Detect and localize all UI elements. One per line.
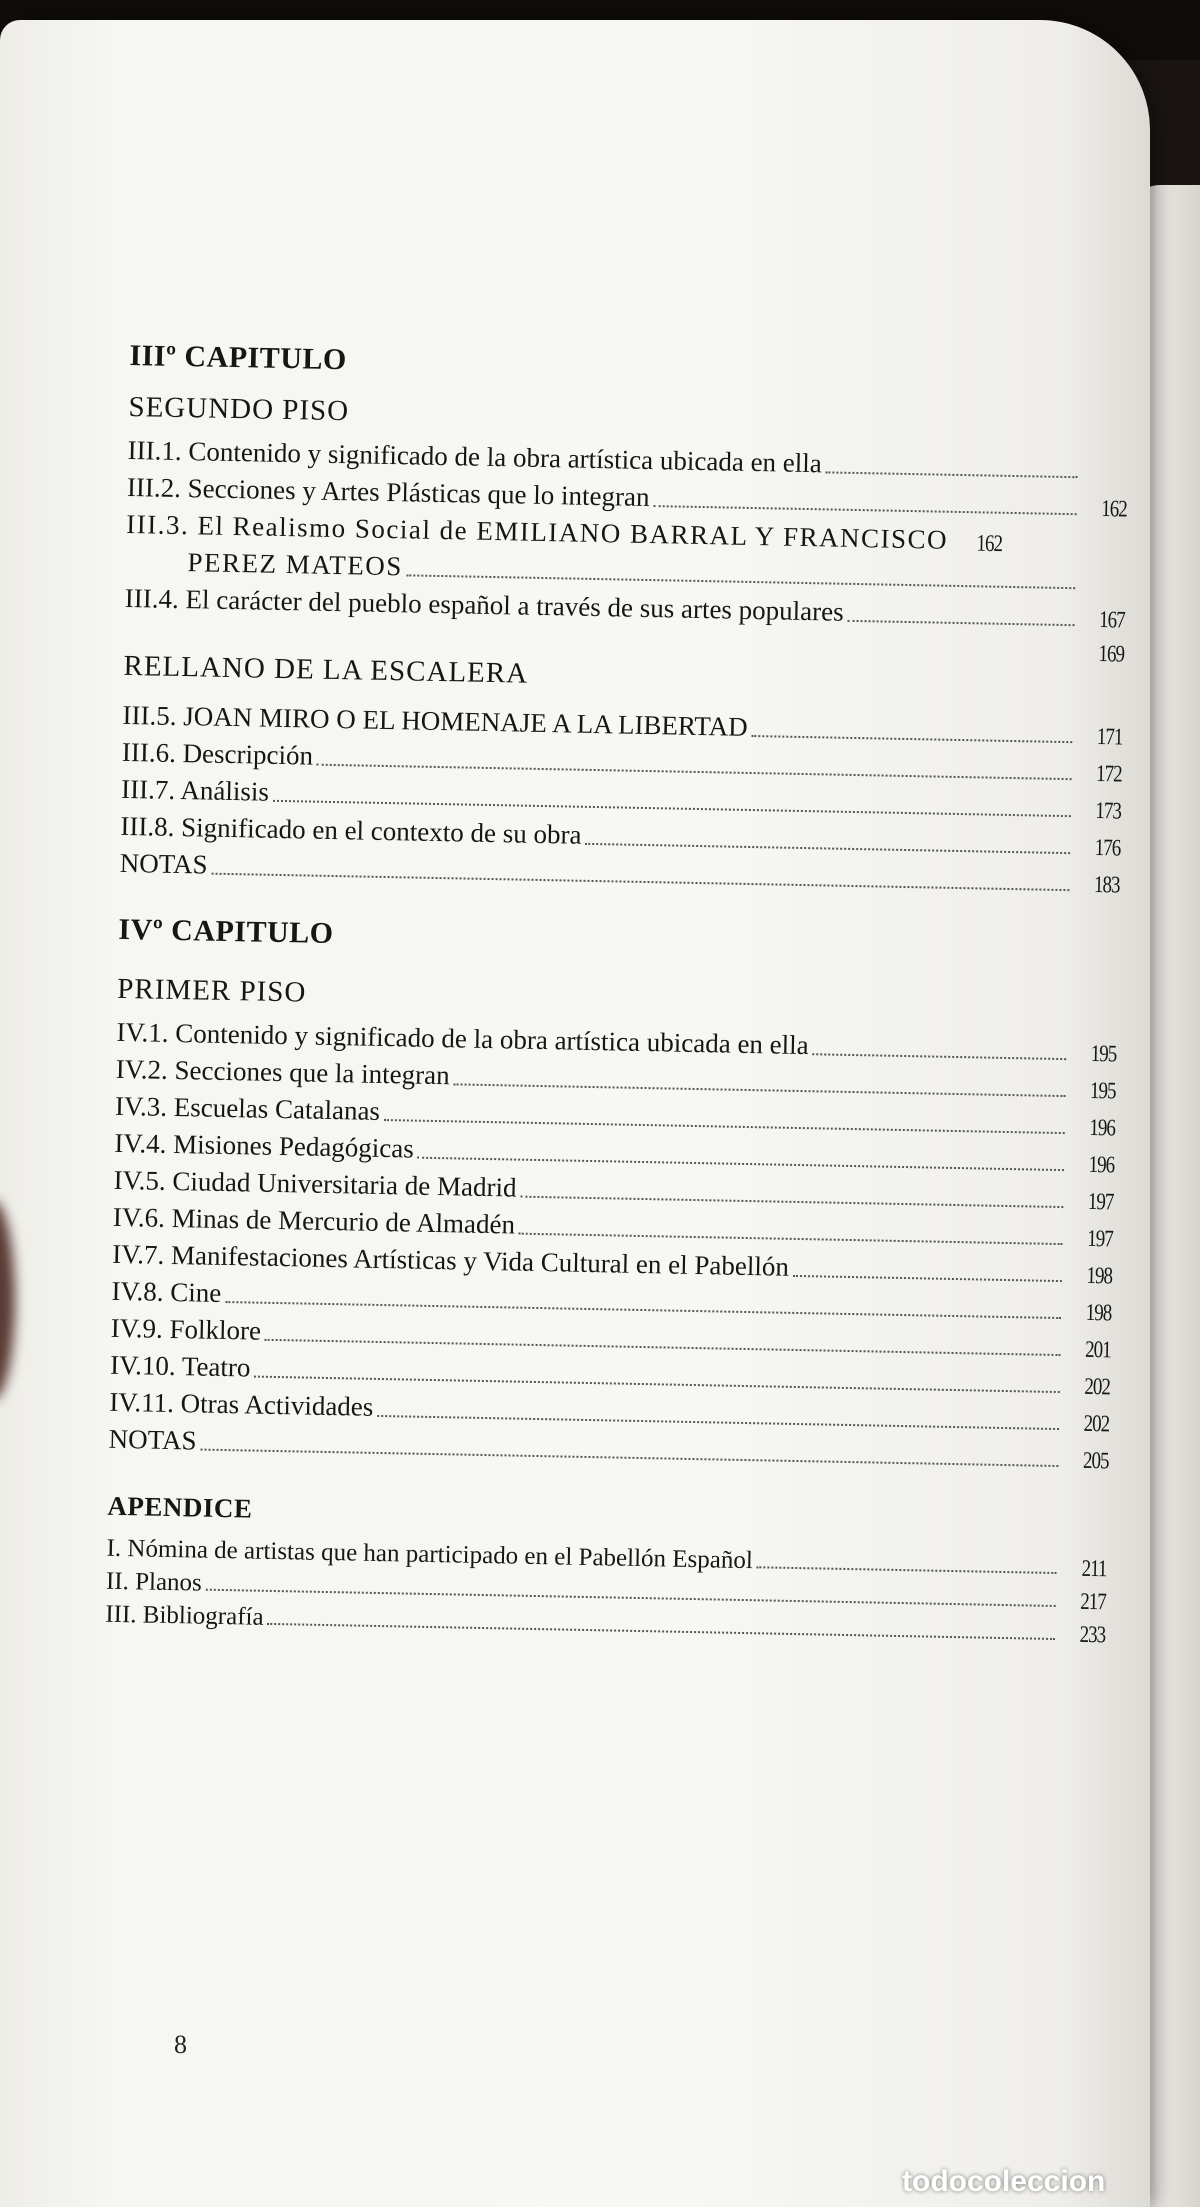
section-heading: PRIMER PISO (117, 972, 307, 1009)
leader-dots (585, 843, 1070, 854)
toc-entry-label: IV.6. Minas de Mercurio de Almadén (112, 1201, 516, 1240)
toc-entry-label: IV.9. Folklore (110, 1312, 262, 1346)
leader-dots (826, 471, 1078, 478)
toc-entry-label: III.6. Descripción (121, 736, 314, 771)
toc-entry-label: IV.5. Ciudad Universitaria de Madrid (113, 1164, 517, 1203)
toc-entry-label: IV.8. Cine (111, 1275, 222, 1308)
toc-entry-label: III.4. El carácter del pueblo español a través de sus artes populares (124, 582, 844, 627)
toc-entry-page: 169 (1098, 641, 1125, 668)
leader-dots (453, 1083, 1065, 1097)
toc-entry-label: I. Nómina de artistas que han participado en el Pabellón Español (106, 1534, 754, 1575)
toc-entry-page: 233 (1079, 1621, 1106, 1649)
section-heading: RELLANO DE LA ESCALERA (123, 649, 529, 690)
toc-entry-page: 167 (1098, 607, 1125, 634)
toc-entry-label: NOTAS (119, 847, 208, 880)
toc-entry-page: 197 (1087, 1188, 1114, 1216)
watermark-text: todocoleccion (902, 2165, 1106, 2198)
section-heading: SEGUNDO PISO (128, 390, 350, 428)
leader-dots (793, 1275, 1062, 1282)
toc-entry-page: 195 (1089, 1077, 1116, 1105)
toc-entry-page: 173 (1095, 798, 1122, 825)
toc-entry-page: 202 (1083, 1410, 1110, 1438)
toc-entry-label: III.2. Secciones y Artes Plásticas que lo integran (126, 471, 650, 513)
toc-entry-label: III.1. Contenido y significado de la obra artística ubicada en ella (127, 434, 823, 479)
leader-dots (519, 1233, 1063, 1245)
toc-entry-label: II. Planos (105, 1567, 203, 1597)
leader-dots (751, 735, 1072, 743)
toc-entry-label: III. Bibliografía (105, 1600, 264, 1631)
toc-entry-page: 197 (1086, 1225, 1113, 1253)
toc-entry-page: 176 (1094, 834, 1121, 862)
toc-entry-page: 196 (1089, 1114, 1116, 1142)
appendix-heading: APENDICE (107, 1490, 253, 1524)
toc-entry-label: IV.3. Escuelas Catalanas (114, 1090, 381, 1126)
chapter-heading: IIIº CAPITULO (129, 338, 348, 377)
toc-entry-page (1075, 588, 1125, 589)
toc-entry-page: 162 (976, 530, 1003, 558)
toc-entry-label: IV.1. Contenido y significado de la obra artística ubicada en ella (116, 1016, 809, 1061)
toc-entry-label: PEREZ MATEOS (187, 547, 404, 582)
toc-entry-page: 198 (1085, 1299, 1112, 1327)
table-of-contents (105, 330, 1130, 1650)
toc-entry-page: 211 (1081, 1555, 1107, 1583)
toc-entry-label: III.3. El Realismo Social de EMILIANO BARRAL Y FRANCISCO (125, 508, 949, 555)
leader-dots (847, 620, 1074, 626)
chapter-heading: IVº CAPITULO (118, 912, 334, 951)
toc-entry-page: 205 (1082, 1447, 1109, 1475)
thumb-shadow (0, 1200, 15, 1400)
toc-entry-page: 183 (1093, 871, 1120, 899)
toc-entry-label: III.7. Análisis (120, 773, 270, 807)
toc-entry-page: 217 (1080, 1588, 1107, 1616)
toc-entry-label: III.8. Significado en el contexto de su obra (120, 810, 582, 850)
leader-dots (813, 1053, 1067, 1060)
page-number: 8 (174, 2030, 187, 2059)
toc-entry-label: IV.11. Otras Actividades (109, 1386, 374, 1422)
toc-entry-label: IV.10. Teatro (109, 1349, 251, 1383)
leader-dots (520, 1196, 1063, 1208)
toc-entry-page: 196 (1088, 1151, 1115, 1179)
toc-entry-page (1077, 477, 1127, 478)
toc-entry-page: 198 (1086, 1262, 1113, 1290)
toc-entry-page: 171 (1096, 724, 1123, 751)
toc-entry-label: IV.2. Secciones que la integran (115, 1053, 450, 1091)
toc-entry-page: 162 (1100, 496, 1127, 523)
toc-entry-page: 195 (1090, 1040, 1117, 1068)
toc-entry-label: NOTAS (108, 1423, 197, 1456)
toc-entry-page: 202 (1084, 1373, 1111, 1401)
leader-dots (653, 505, 1076, 515)
leader-dots (757, 1566, 1057, 1574)
toc-entry-label: III.5. JOAN MIRO O EL HOMENAJE A LA LIBERTAD (122, 699, 748, 742)
toc-entry-page: 201 (1084, 1336, 1111, 1364)
toc-entry-page: 172 (1095, 761, 1122, 788)
toc-entry-label: IV.7. Manifestaciones Artísticas y Vida Cultural en el Pabellón (111, 1238, 790, 1282)
toc-entry-label: IV.4. Misiones Pedagógicas (114, 1127, 415, 1164)
